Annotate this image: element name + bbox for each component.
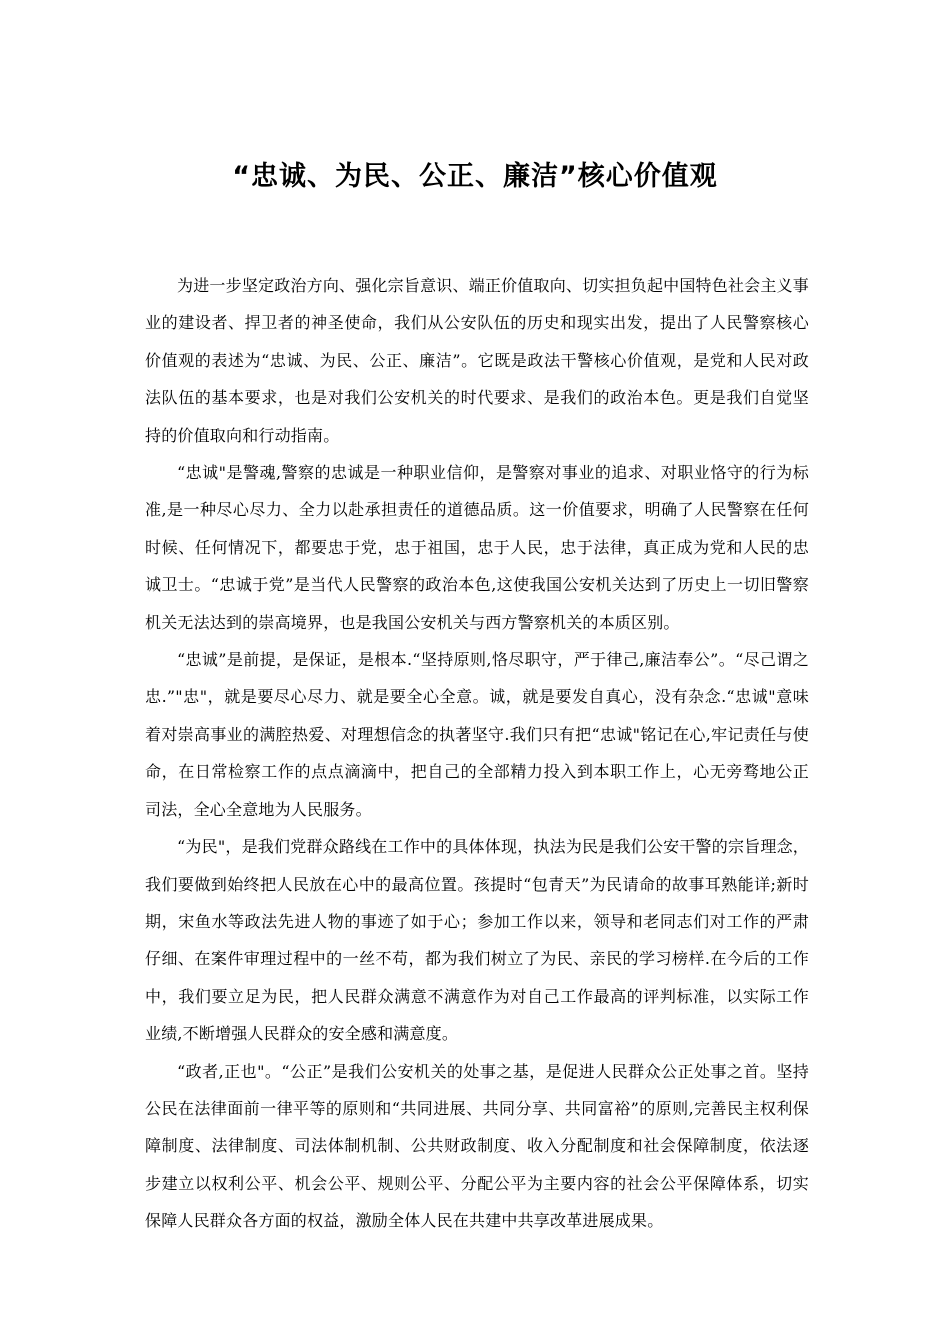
- paragraph-serve-people: “为民"，是我们党群众路线在工作中的具体体现，执法为民是我们公安干警的宗旨理念，我们要做到始终把人民放在心中的最高位置。孩提时“包青天”为民请命的故事耳熟能详;新时期，宋鱼水等政法先进人物的事迹了如于心；参加工作以来，领导和老同志们对工作的严肃仔细、在案件审理过程中的一丝不苟，都为我们树立了为民、亲民的学习榜样.在今后的工作中，我们要立足为民，把人民群众满意不满意作为对自己工作最高的评判标准，以实际工作业绩,不断增强人民群众的安全感和满意度。: [145, 837, 809, 1044]
- paragraph-loyalty: “忠诚"是警魂,警察的忠诚是一种职业信仰，是警察对事业的追求、对职业恪守的行为标准,是一种尽心尽力、全力以赴承担责任的道德品质。这一价值要求，明确了人民警察在任何时候、任何情况下，都要忠于党，忠于祖国，忠于人民，忠于法律，真正成为党和人民的忠诚卫士。“忠诚于党”是当代人民警察的政治本色,这使我国公安机关达到了历史上一切旧警察机关无法达到的崇高境界，也是我国公安机关与西方警察机关的本质区别。: [145, 463, 809, 632]
- paragraph-loyalty-foundation: “忠诚”是前提，是保证，是根本.“坚持原则,恪尽职守，严于律己,廉洁奉公”。“尽己谓之忠.”"忠"，就是要尽心尽力、就是要全心全意。诚，就是要发自真心，没有杂念.“忠诚"意味着对崇高事业的满腔热爱、对理想信念的执著坚守.我们只有把“忠诚"铭记在心,牢记责任与使命，在日常检察工作的点点滴滴中，把自己的全部精力投入到本职工作上，心无旁骛地公正司法，全心全意地为人民服务。: [145, 650, 809, 819]
- paragraph-justice: “政者,正也"。“公正”是我们公安机关的处事之基，是促进人民群众公正处事之首。坚持公民在法律面前一律平等的原则和“共同进展、共同分享、共同富裕”的原则,完善民主权利保障制度、法律制度、司法体制机制、公共财政制度、收入分配制度和社会保障制度，依法逐步建立以权利公平、机会公平、规则公平、分配公平为主要内容的社会公平保障体系，切实保障人民群众各方面的权益，激励全体人民在共建中共享改革进展成果。: [145, 1061, 809, 1231]
- paragraph-intro: 为进一步坚定政治方向、强化宗旨意识、端正价值取向、切实担负起中国特色社会主义事业的建设者、捍卫者的神圣使命，我们从公安队伍的历史和现实出发，提出了人民警察核心价值观的表述为“忠诚、为民、公正、廉洁”。它既是政法干警核心价值观，是党和人民对政法队伍的基本要求，也是对我们公安机关的时代要求、是我们的政治本色。更是我们自觉坚持的价值取向和行动指南。: [145, 276, 809, 445]
- document-body: [145, 267, 809, 1240]
- document-title: “忠诚、为民、公正、廉洁”核心价值观: [232, 161, 718, 192]
